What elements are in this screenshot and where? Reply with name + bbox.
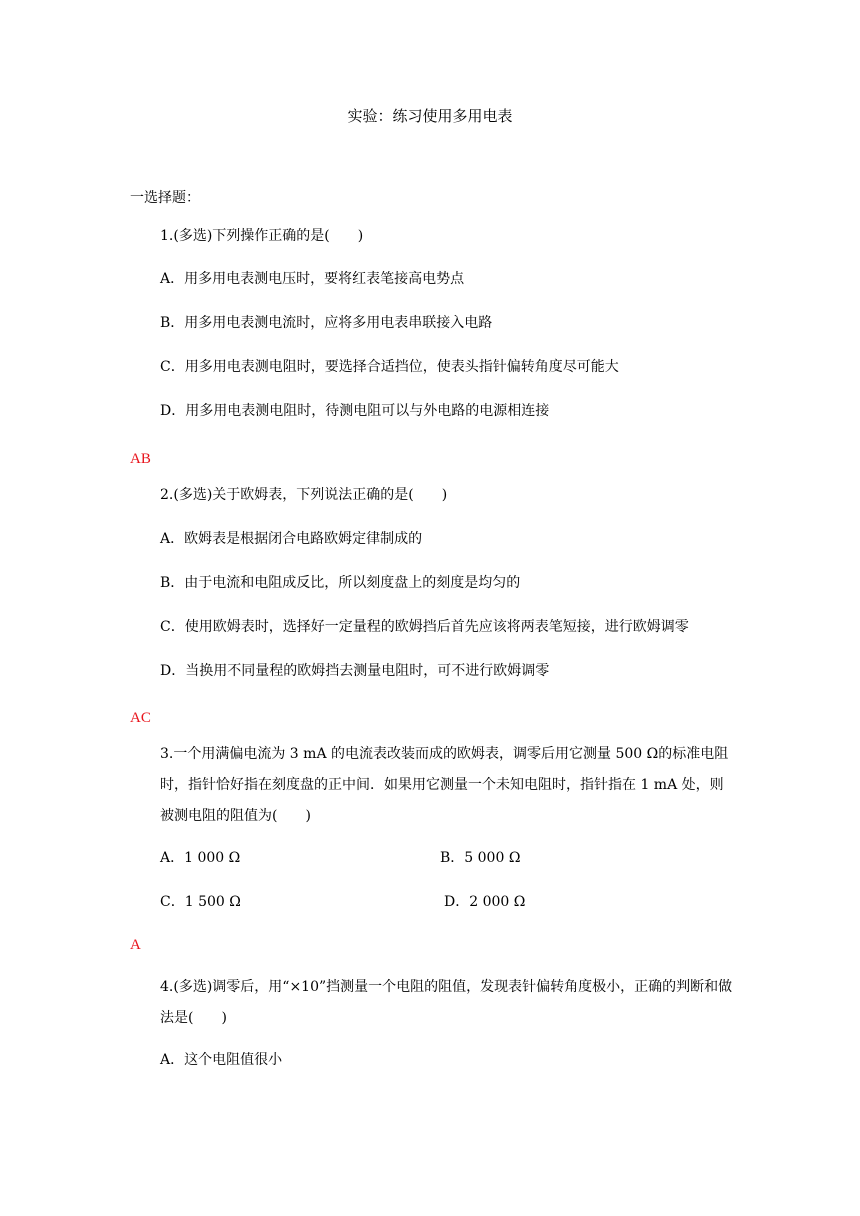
option-d: D．用多用电表测电阻时，待测电阻可以与外电路的电源相连接 <box>160 403 550 419</box>
question-stem: 1.(多选)下列操作正确的是( ) <box>160 228 364 244</box>
section-heading: 一选择题： <box>130 190 200 206</box>
option-c: C．使用欧姆表时，选择好一定量程的欧姆挡后首先应该将两表笔短接，进行欧姆调零 <box>160 619 689 635</box>
option-c: C．用多用电表测电阻时，要选择合适挡位，使表头指针偏转角度尽可能大 <box>160 359 619 375</box>
answer-label: AB <box>130 451 151 467</box>
question-stem: 2.(多选)关于欧姆表，下列说法正确的是( ) <box>160 487 448 503</box>
option-a: A．1 000 Ω <box>160 850 241 866</box>
document-title: 实验：练习使用多用电表 <box>347 107 513 125</box>
answer-label: A <box>130 937 141 953</box>
option-d: D．当换用不同量程的欧姆挡去测量电阻时，可不进行欧姆调零 <box>160 663 550 679</box>
option-b: B．5 000 Ω <box>440 850 521 866</box>
option-a: A．欧姆表是根据闭合电路欧姆定律制成的 <box>160 531 423 547</box>
option-b: B．由于电流和电阻成反比，所以刻度盘上的刻度是均匀的 <box>160 575 521 591</box>
answer-label: AC <box>130 710 151 726</box>
option-b: B．用多用电表测电流时，应将多用电表串联接入电路 <box>160 315 493 331</box>
option-c: C．1 500 Ω <box>160 894 241 910</box>
question-stem: 3.一个用满偏电流为 3 mA 的电流表改装而成的欧姆表，调零后用它测量 500 Ω的标准电阻时，指针恰好指在刻度盘的正中间．如果用它测量一个未知电阻时，指针指在 1 mA 处，则被测电阻的阻值为( ) <box>160 746 729 824</box>
option-a: A．这个电阻值很小 <box>160 1052 283 1068</box>
question-stem: 4.(多选)调零后，用“×10”挡测量一个电阻的阻值，发现表针偏转角度极小，正确的判断和做法是( ) <box>160 979 733 1026</box>
option-a: A．用多用电表测电压时，要将红表笔接高电势点 <box>160 271 465 287</box>
option-d: D．2 000 Ω <box>444 894 526 910</box>
